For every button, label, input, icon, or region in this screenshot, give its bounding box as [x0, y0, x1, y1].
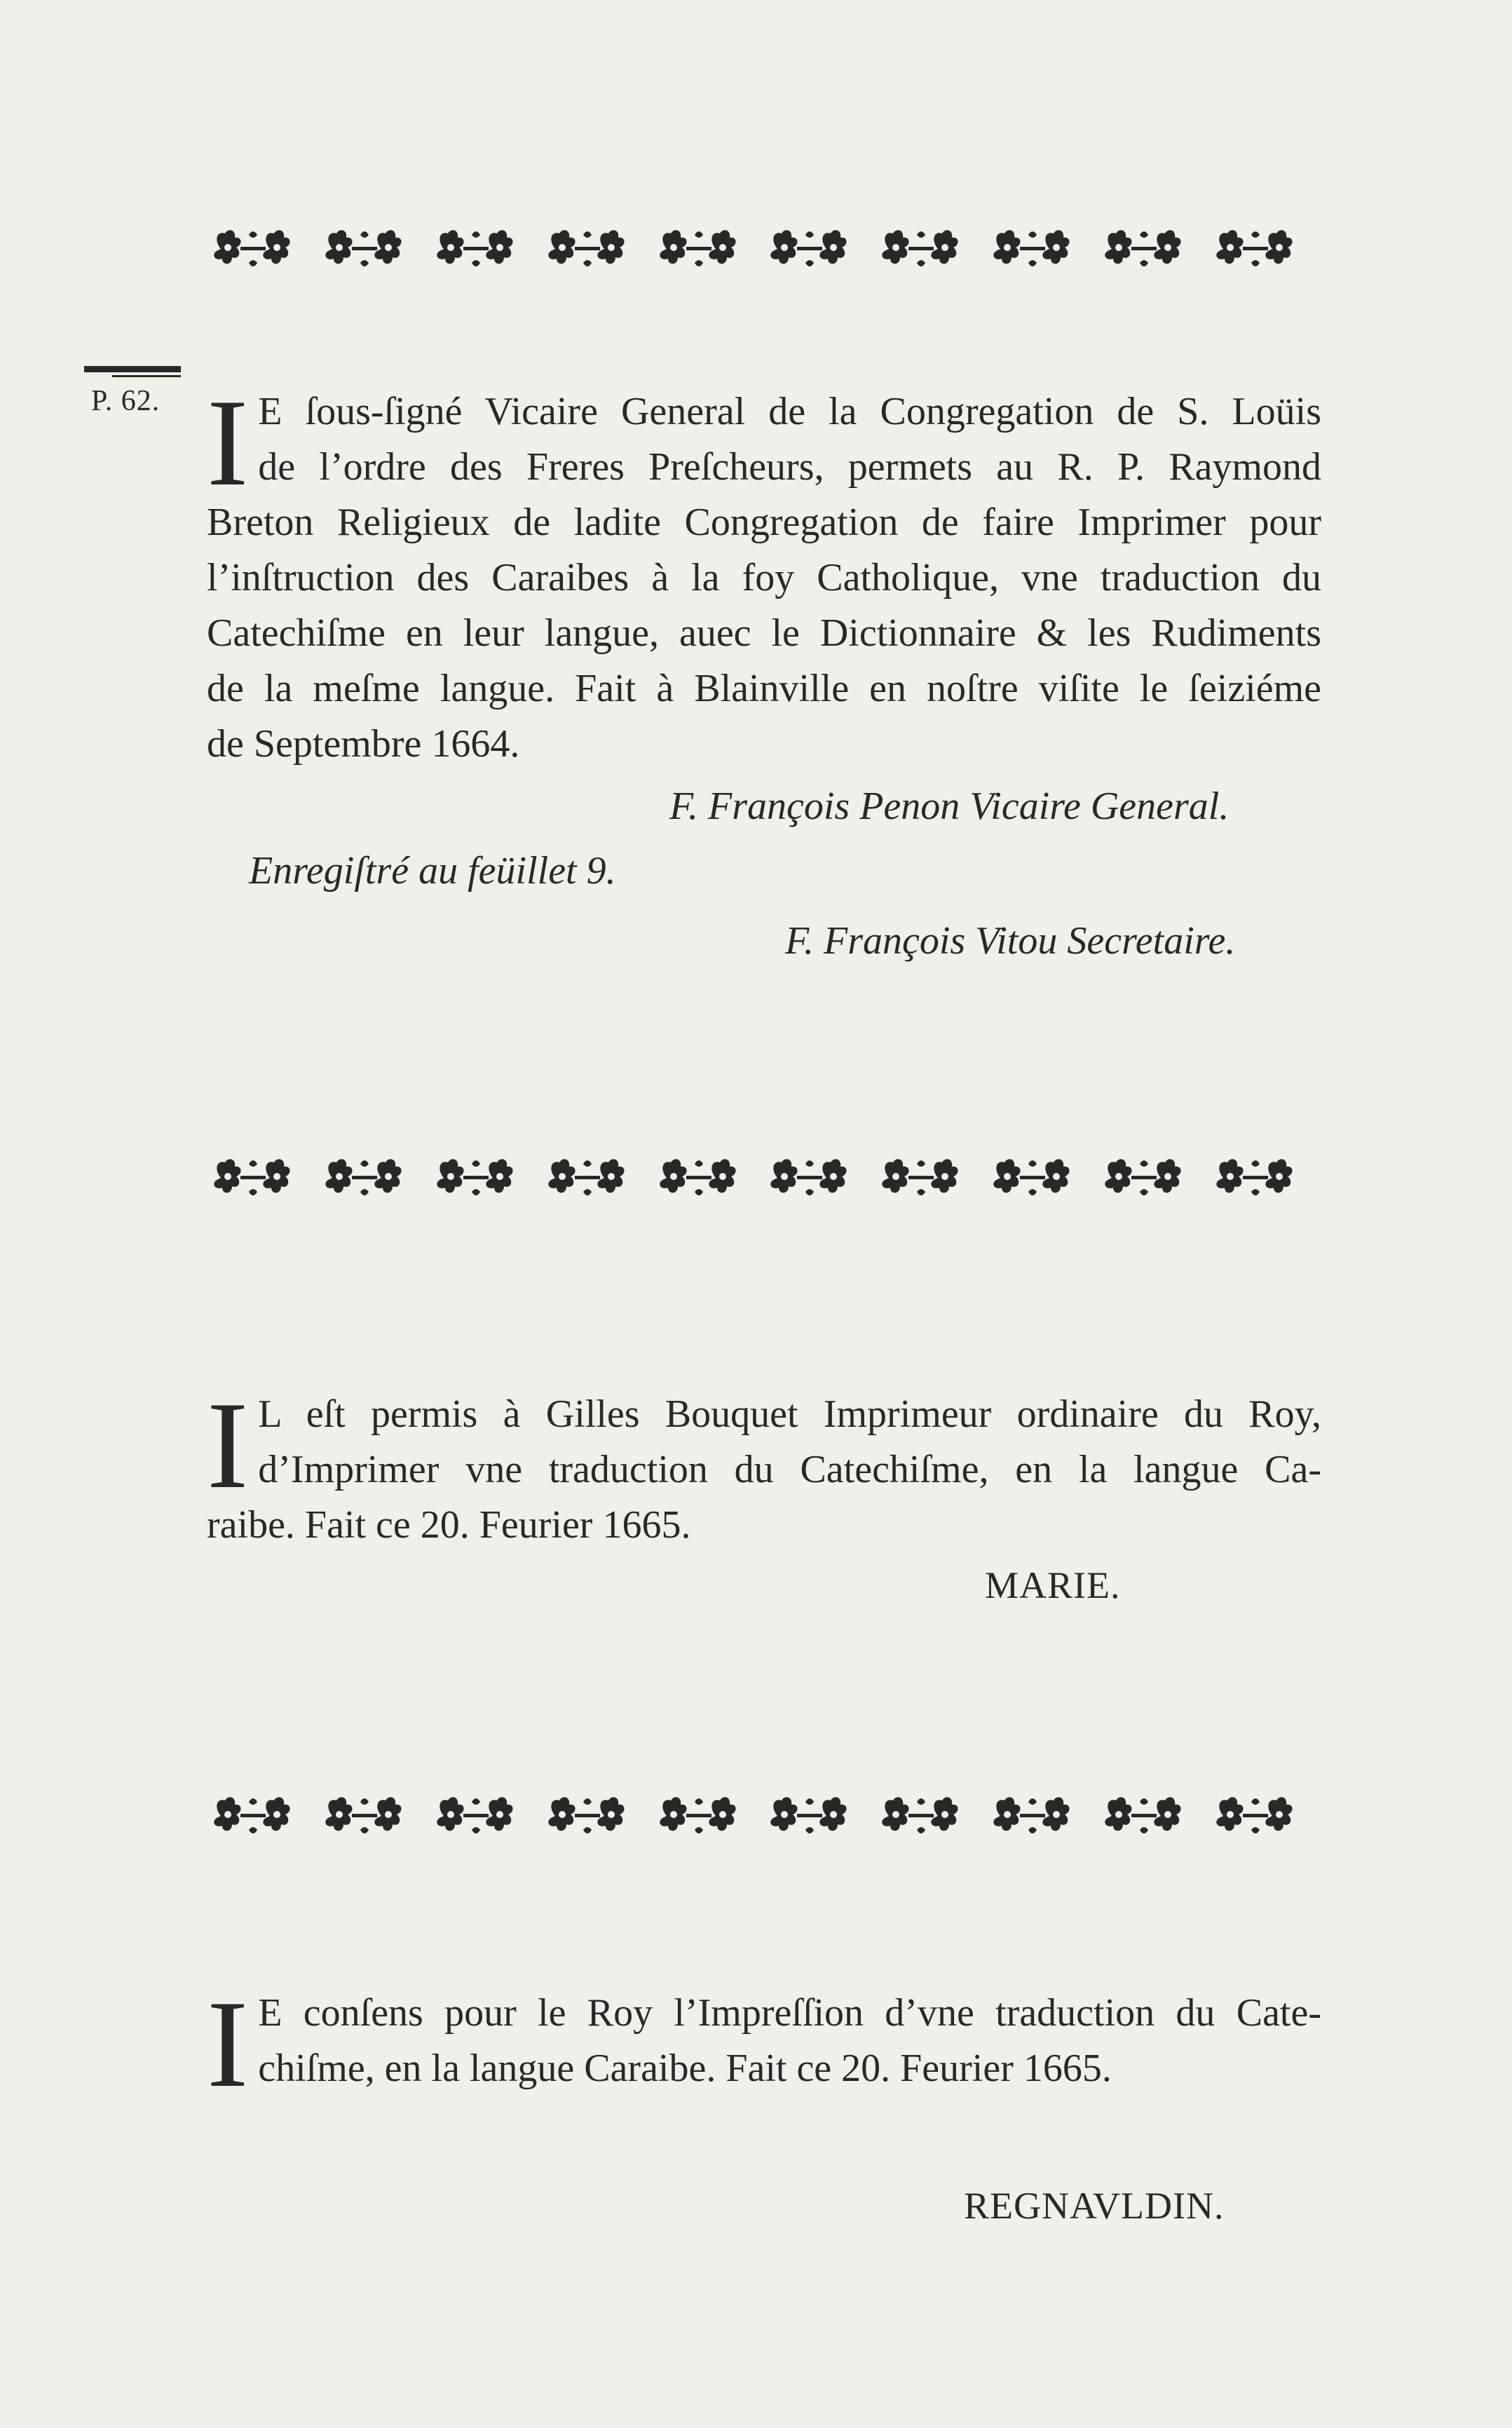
fleuron-icon — [763, 1150, 869, 1206]
fleuron-icon — [1209, 1788, 1314, 1844]
text-line: de la meſme langue. Fait à Blainville en noſtre viſite le ſeiziéme — [207, 667, 1321, 710]
fleuron-icon — [875, 1150, 980, 1206]
approbation-paragraph — [207, 373, 1321, 772]
fleuron-icon — [763, 221, 869, 277]
text-line: de Septembre 1664. — [207, 722, 520, 766]
text-line: d’Imprimer vne traduction du Catechiſme, en la langue Ca- — [258, 1448, 1321, 1491]
fleuron-icon — [1098, 1788, 1203, 1844]
fleuron-icon — [207, 1788, 312, 1844]
signature-marie: MARIE. — [985, 1564, 1121, 1606]
fleuron-icon — [430, 221, 535, 277]
fleuron-icon — [986, 1150, 1091, 1206]
fleuron-icon — [986, 221, 1091, 277]
margin-rule — [84, 366, 181, 372]
drop-cap-initial: I — [207, 373, 249, 512]
fleuron-icon — [1098, 1150, 1203, 1206]
fleuron-icon — [318, 1788, 423, 1844]
ornament-row-top — [207, 217, 1314, 280]
fleuron-icon — [1098, 221, 1203, 277]
fleuron-icon — [541, 1150, 646, 1206]
permission-paragraph — [207, 1376, 1321, 1553]
consent-paragraph — [207, 1974, 1321, 2113]
text-line: E conſens pour le Roy l’Impreſſion d’vne traduction du Cate- — [258, 1991, 1321, 2035]
text-line: L eſt permis à Gilles Bouquet Imprimeur ordinaire du Roy, — [258, 1392, 1321, 1436]
fleuron-icon — [430, 1788, 535, 1844]
text-line: Breton Religieux de ladite Congregation de faire Imprimer pour — [207, 501, 1321, 544]
fleuron-icon — [430, 1150, 535, 1206]
signature-vicar: F. François Penon Vicaire General. — [669, 785, 1230, 828]
fleuron-icon — [1209, 221, 1314, 277]
fleuron-icon — [763, 1788, 869, 1844]
fleuron-icon — [207, 1150, 312, 1206]
text-line: Catechiſme en leur langue, auec le Dictionnaire & les Rudiments — [207, 611, 1321, 655]
text-line: l’inſtruction des Caraibes à la foy Catholique, vne traduction du — [207, 556, 1321, 599]
text-line: chiſme, en la langue Caraibe. Fait ce 20. Feurier 1665. — [258, 2047, 1112, 2090]
fleuron-icon — [653, 1788, 758, 1844]
fleuron-icon — [1209, 1150, 1314, 1206]
text-line: de l’ordre des Freres Preſcheurs, permets au R. P. Raymond — [258, 445, 1321, 489]
fleuron-icon — [318, 1150, 423, 1206]
fleuron-icon — [207, 221, 312, 277]
signature-regnauldin: REGNAVLDIN. — [964, 2185, 1225, 2227]
margin-page-reference: P. 62. — [91, 385, 161, 417]
fleuron-icon — [318, 221, 423, 277]
drop-cap-initial: I — [207, 1376, 249, 1514]
fleuron-icon — [653, 1150, 758, 1206]
ornament-row-middle — [207, 1146, 1314, 1209]
text-line: E ſous-ſigné Vicaire General de la Congregation de S. Loüis — [258, 390, 1321, 433]
margin-rule-short — [112, 375, 181, 377]
signature-secretary: F. François Vitou Secretaire. — [785, 919, 1236, 963]
ornament-row-bottom — [207, 1784, 1314, 1847]
fleuron-icon — [541, 1788, 646, 1844]
fleuron-icon — [653, 221, 758, 277]
text-line: raibe. Fait ce 20. Feurier 1665. — [207, 1503, 691, 1547]
fleuron-icon — [541, 221, 646, 277]
drop-cap-initial: I — [207, 1974, 249, 2113]
fleuron-icon — [875, 221, 980, 277]
fleuron-icon — [986, 1788, 1091, 1844]
registration-note: Enregiſtré au feüillet 9. — [249, 849, 616, 893]
fleuron-icon — [875, 1788, 980, 1844]
